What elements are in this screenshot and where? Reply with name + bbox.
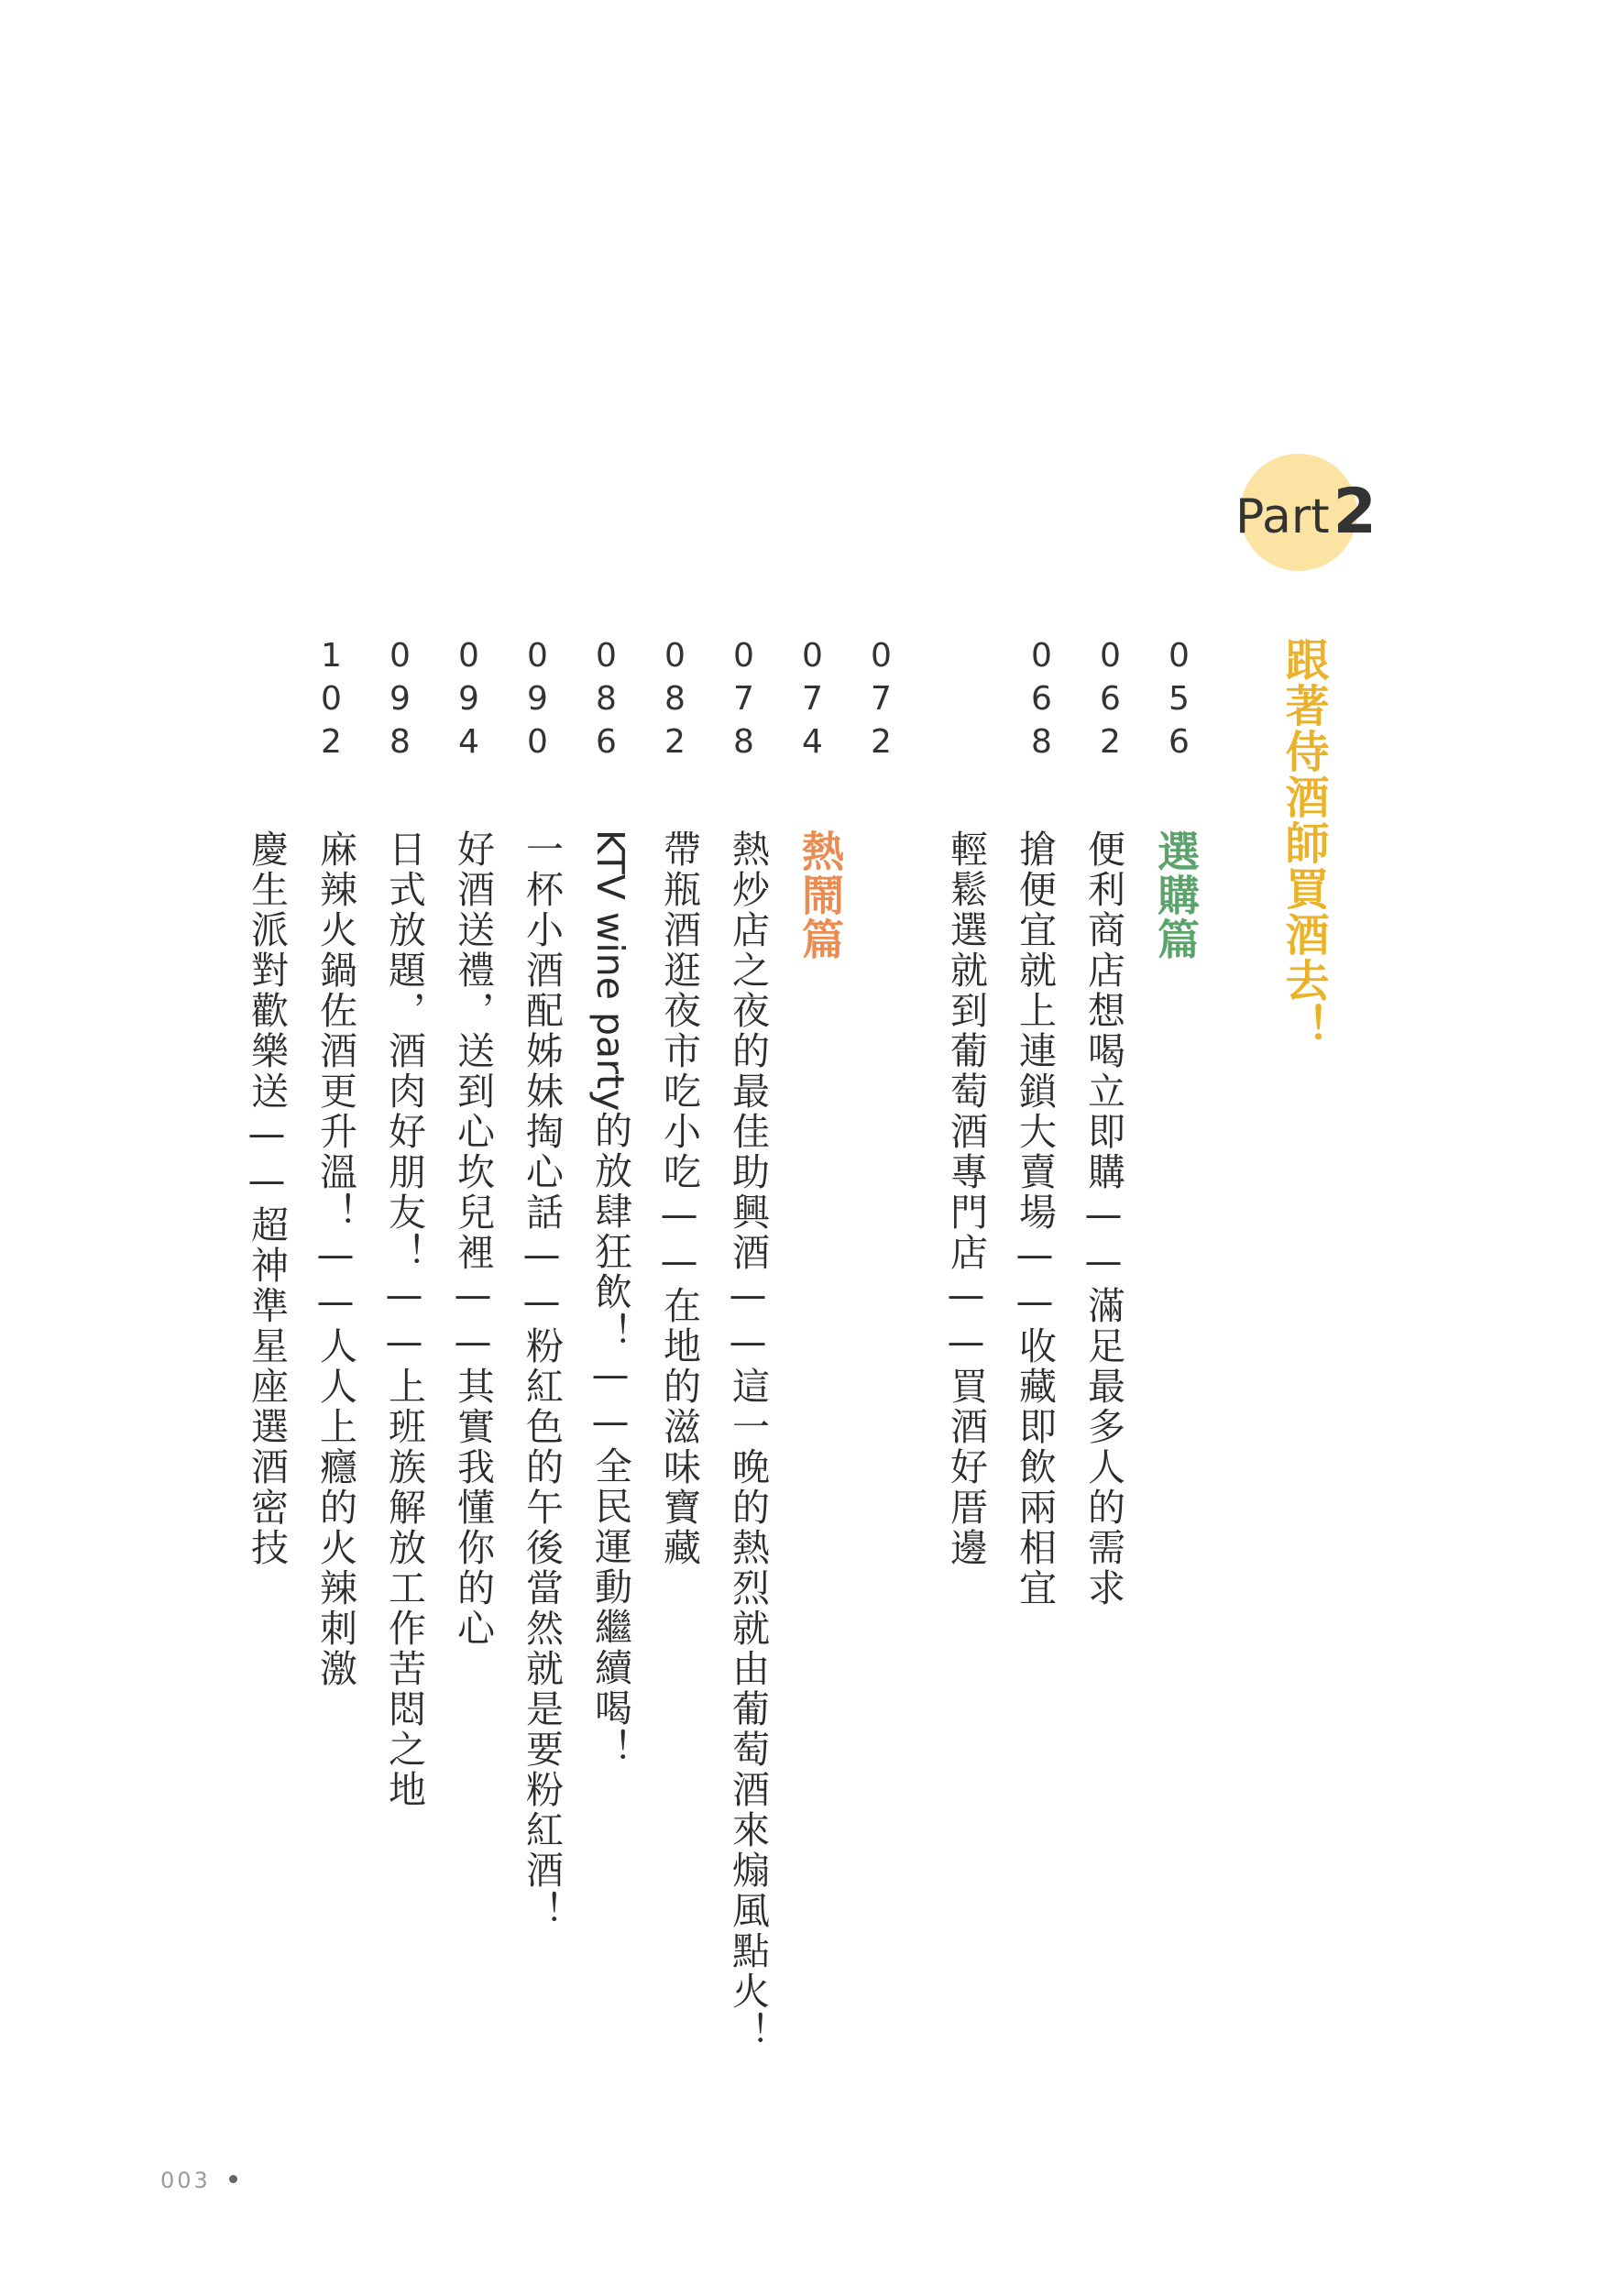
toc-page-number: 074 (794, 637, 831, 766)
toc-entry-latin: KTV wine party (588, 829, 632, 1112)
toc-page-number: 072 (862, 637, 900, 766)
toc-page-number: 062 (1092, 637, 1129, 766)
toc-page-number: 102 (313, 637, 350, 766)
toc-entry[interactable]: 好酒送禮，送到心坎兒裡——其實我懂你的心 (451, 829, 495, 1649)
part-number: 2 (1333, 476, 1377, 548)
part-word: Part (1235, 489, 1330, 544)
toc-entry[interactable]: 麻辣火鍋佐酒更升溫！——人人上癮的火辣刺激 (313, 829, 357, 1689)
folio-dot (229, 2175, 237, 2183)
part-title: 跟著侍酒師買酒去！ (1278, 637, 1329, 1049)
section-title-lively: 熱鬧篇 (796, 829, 845, 961)
toc-page-number: 078 (725, 637, 763, 766)
toc-entry[interactable]: 搶便宜就上連鎖大賣場——收藏即飲兩相宜 (1013, 829, 1057, 1609)
section-title-shopping: 選購篇 (1151, 829, 1201, 961)
toc-page-number: 068 (1023, 637, 1060, 766)
toc-entry[interactable]: 輕鬆選就到葡萄酒專門店——買酒好厝邊 (944, 829, 988, 1568)
toc-entry[interactable]: 慶生派對歡樂送——超神準星座選酒密技 (245, 829, 289, 1568)
toc-page-number: 090 (519, 637, 556, 766)
toc-entry-rest: 的放肆狂飲！——全民運動繼續喝！ (588, 1111, 632, 1770)
folio-page-number: 003 (160, 2168, 211, 2193)
toc-entry[interactable]: 一杯小酒配姊妹掏心話——粉紅色的午後當然就是要粉紅酒！ (520, 829, 564, 1931)
toc-entry[interactable] (588, 829, 633, 1770)
toc-page-number: 082 (656, 637, 694, 766)
toc-page-number: 098 (381, 637, 419, 766)
toc-entry[interactable]: 熱炒店之夜的最佳助興酒——這一晚的熱烈就由葡萄酒來煽風點火！ (726, 829, 770, 2052)
toc-page-number: 094 (450, 637, 488, 766)
part-heading (1235, 476, 1377, 548)
toc-page-number: 086 (587, 637, 625, 766)
toc-entry[interactable]: 帶瓶酒逛夜市吃小吃——在地的滋味寶藏 (657, 829, 701, 1568)
toc-entry[interactable]: 便利商店想喝立即購——滿足最多人的需求 (1081, 829, 1125, 1609)
toc-page-number: 056 (1160, 637, 1198, 766)
toc-entry[interactable]: 日式放題，酒肉好朋友！——上班族解放工作苦悶之地 (382, 829, 426, 1810)
